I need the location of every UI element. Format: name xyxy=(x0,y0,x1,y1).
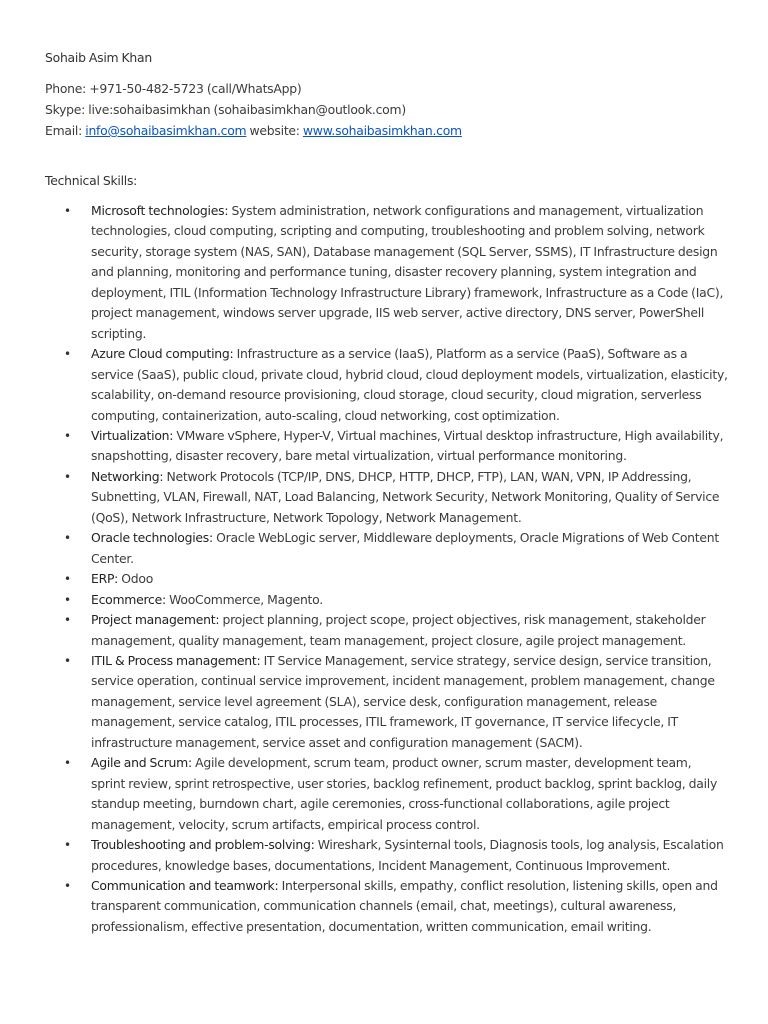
bullet-icon: • xyxy=(64,347,71,362)
bullet-icon: • xyxy=(64,531,71,546)
skill-title: Microsoft technologies: xyxy=(91,203,229,218)
skill-title: ERP: xyxy=(91,571,119,587)
skill-title: Agile and Scrum: xyxy=(91,755,192,771)
list-item xyxy=(45,651,728,753)
email-website-line xyxy=(45,120,728,141)
list-item xyxy=(45,344,728,426)
phone-line: Phone: +971-50-482-5723 (call/WhatsApp) xyxy=(45,81,302,96)
bullet-icon: • xyxy=(64,204,71,218)
email-label: Email: xyxy=(45,123,86,138)
skill-text: System administration, network configurations and management, virtualization technologies, cloud computing, scripting and computing, troubleshooting and problem solving, network security, storage system (NAS, SAN), Database management (SQL Server, SSMS), IT Infrastructure design and planning, monitoring and performance tuning, disaster recovery planning, system integration and deployment, ITIL (Information Technology Infrastructure Library) framework, Infrastructure as a Code (IaC), project management, windows server upgrade, IIS web server, active directory, DNS server, PowerShell scripting. xyxy=(91,203,724,341)
list-item xyxy=(45,467,728,528)
list-item xyxy=(45,426,728,467)
skype-line: Skype: live:sohaibasimkhan (sohaibasimkhan@outlook.com) xyxy=(45,102,406,117)
skills-list xyxy=(45,201,728,937)
list-item xyxy=(45,590,728,610)
skill-text: project planning, project scope, project objectives, risk management, stakeholder management, quality management, team management, project closure, agile project management. xyxy=(91,612,706,648)
bullet-icon: • xyxy=(64,653,71,668)
list-item xyxy=(45,201,728,344)
list-item xyxy=(45,753,728,835)
bullet-icon: • xyxy=(64,838,71,853)
bullet-icon: • xyxy=(64,878,71,893)
list-item xyxy=(45,835,728,876)
skill-title: Project management: xyxy=(91,612,220,628)
skill-title: Communication and teamwork: xyxy=(91,877,279,893)
skill-title: Troubleshooting and problem-solving: xyxy=(91,837,315,853)
bullet-icon: • xyxy=(64,572,71,587)
skill-title: ITIL & Process management: xyxy=(91,652,261,668)
bullet-icon: • xyxy=(64,756,71,771)
list-item xyxy=(45,610,728,651)
website-link[interactable]: www.sohaibasimkhan.com xyxy=(302,123,462,138)
skill-text: Odoo xyxy=(118,571,154,587)
email-link[interactable]: info@sohaibasimkhan.com xyxy=(85,123,247,138)
skill-title: Azure Cloud computing: xyxy=(91,346,234,362)
bullet-icon: • xyxy=(64,469,71,484)
bullet-icon: • xyxy=(64,613,71,628)
list-item xyxy=(45,528,728,569)
website-label: website: xyxy=(246,123,303,138)
list-item xyxy=(45,569,728,589)
skill-text: IT Service Management, service strategy, service design, service transition, service operation, continual service improvement, incident management, problem management, change management, service level agreement (SLA), service desk, configuration management, release management, service catalog, ITIL processes, ITIL framework, IT governance, IT service lifecycle, IT infrastructure management, service asset and configuration management (SACM). xyxy=(91,652,715,750)
skill-text: Agile development, scrum team, product owner, scrum master, development team, sprint review, sprint retrospective, user stories, backlog refinement, product backlog, sprint backlog, daily standup meeting, burndown chart, agile ceremonies, cross-functional collaborations, agile project management, velocity, scrum artifacts, empirical process control. xyxy=(91,755,718,832)
skill-title: Virtualization: xyxy=(91,427,174,443)
candidate-name: Sohaib Asim Khan xyxy=(45,50,152,65)
skill-title: Ecommerce: xyxy=(91,591,166,607)
skill-text: Interpersonal skills, empathy, conflict resolution, listening skills, open and transparent communication, communication channels (email, chat, meetings), cultural awareness, professionalism, effective presentation, documentation, written communication, email writing. xyxy=(91,877,718,934)
technical-skills-heading: Technical Skills: xyxy=(45,173,138,188)
bullet-icon: • xyxy=(64,592,71,607)
skill-title: Networking: xyxy=(91,468,164,484)
skill-text: Oracle WebLogic server, Middleware deployments, Oracle Migrations of Web Content Center. xyxy=(91,530,719,566)
skill-text: WooCommerce, Magento. xyxy=(165,591,323,607)
skill-text: Wireshark, Sysinternal tools, Diagnosis tools, log analysis, Escalation procedures, knowledge bases, documentations, Incident Management, Continuous Improvement. xyxy=(91,837,724,873)
bullet-icon: • xyxy=(64,428,71,443)
skill-text: VMware vSphere, Hyper-V, Virtual machines, Virtual desktop infrastructure, High availability, snapshotting, disaster recovery, bare metal virtualization, virtual performance monitoring. xyxy=(91,427,724,464)
skill-text: Network Protocols (TCP/IP, DNS, DHCP, HTTP, DHCP, FTP), LAN, WAN, VPN, IP Addressing, Subnetting, VLAN, Firewall, NAT, Load Balancing, Network Security, Network Monitoring, Quality of Service (QoS), Network Infrastructure, Network Topology, Network Management. xyxy=(91,468,720,525)
skill-text: Infrastructure as a service (IaaS), Platform as a service (PaaS), Software as a service (SaaS), public cloud, private cloud, hybrid cloud, cloud deployment models, virtualization, elasticity, scalability, on-demand resource provisioning, cloud storage, cloud security, cloud migration, serverless computing, containerization, auto-scaling, cloud networking, cost optimization. xyxy=(91,346,728,423)
skill-title: Oracle technologies: xyxy=(91,530,213,546)
list-item xyxy=(45,876,728,937)
